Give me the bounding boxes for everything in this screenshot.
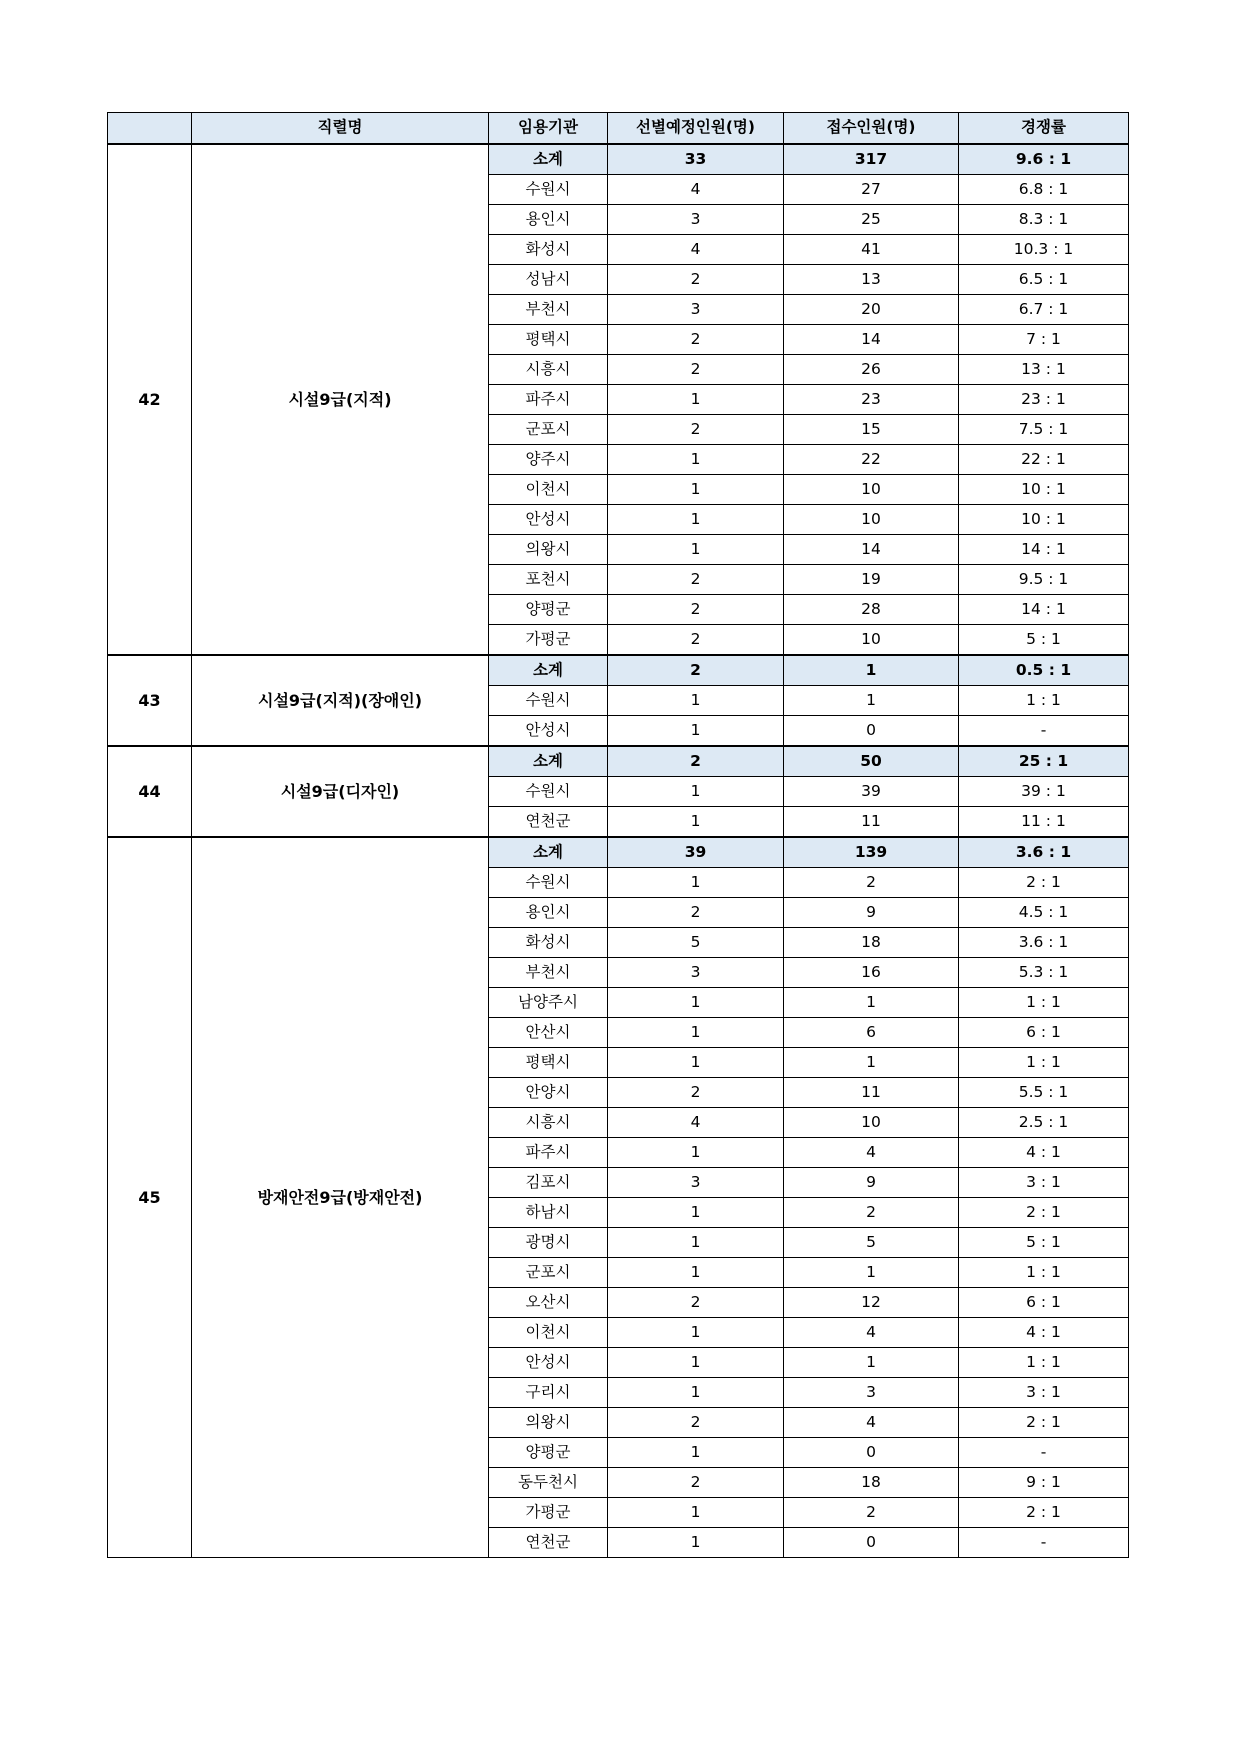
competition-rate-cell: 6 : 1 — [959, 1018, 1129, 1048]
planned-count-cell: 4 — [608, 1108, 784, 1138]
competition-rate-cell: 1 : 1 — [959, 1258, 1129, 1288]
competition-rate-cell: 1 : 1 — [959, 1048, 1129, 1078]
agency-cell: 소계 — [489, 144, 608, 175]
applicant-count-cell: 1 — [784, 655, 959, 686]
agency-cell: 양주시 — [489, 445, 608, 475]
applicant-count-cell: 11 — [784, 807, 959, 838]
competition-rate-cell: 7.5 : 1 — [959, 415, 1129, 445]
agency-cell: 군포시 — [489, 1258, 608, 1288]
planned-count-cell: 1 — [608, 1198, 784, 1228]
agency-cell: 용인시 — [489, 205, 608, 235]
planned-count-cell: 1 — [608, 1138, 784, 1168]
agency-cell: 의왕시 — [489, 535, 608, 565]
agency-cell: 평택시 — [489, 1048, 608, 1078]
applicant-count-cell: 1 — [784, 1258, 959, 1288]
competition-rate-cell: 11 : 1 — [959, 807, 1129, 838]
agency-cell: 광명시 — [489, 1228, 608, 1258]
agency-cell: 수원시 — [489, 175, 608, 205]
agency-cell: 소계 — [489, 746, 608, 777]
competition-rate-cell: 6.5 : 1 — [959, 265, 1129, 295]
applicant-count-cell: 12 — [784, 1288, 959, 1318]
competition-rate-cell: 39 : 1 — [959, 777, 1129, 807]
competition-rate-cell: 5.3 : 1 — [959, 958, 1129, 988]
planned-count-cell: 2 — [608, 898, 784, 928]
competition-rate-cell: 10 : 1 — [959, 475, 1129, 505]
applicant-count-cell: 20 — [784, 295, 959, 325]
header-planned-count: 선별예정인원(명) — [608, 113, 784, 145]
applicant-count-cell: 1 — [784, 988, 959, 1018]
group-number: 42 — [108, 144, 192, 655]
competition-rate-cell: 3 : 1 — [959, 1378, 1129, 1408]
competition-rate-cell: 14 : 1 — [959, 595, 1129, 625]
agency-cell: 수원시 — [489, 868, 608, 898]
competition-rate-cell: 23 : 1 — [959, 385, 1129, 415]
planned-count-cell: 3 — [608, 205, 784, 235]
competition-rate-cell: 2 : 1 — [959, 868, 1129, 898]
applicant-count-cell: 1 — [784, 1048, 959, 1078]
applicant-count-cell: 16 — [784, 958, 959, 988]
planned-count-cell: 1 — [608, 1258, 784, 1288]
competition-rate-cell: 1 : 1 — [959, 1348, 1129, 1378]
planned-count-cell: 2 — [608, 565, 784, 595]
subtotal-row — [108, 746, 1129, 777]
header-row — [108, 113, 1129, 145]
agency-cell: 소계 — [489, 655, 608, 686]
agency-cell: 시흥시 — [489, 355, 608, 385]
applicant-count-cell: 10 — [784, 1108, 959, 1138]
subtotal-row — [108, 144, 1129, 175]
agency-cell: 용인시 — [489, 898, 608, 928]
applicant-count-cell: 2 — [784, 1198, 959, 1228]
planned-count-cell: 1 — [608, 1378, 784, 1408]
competition-rate-cell: 4 : 1 — [959, 1138, 1129, 1168]
planned-count-cell: 2 — [608, 655, 784, 686]
recruitment-table — [107, 112, 1129, 1558]
planned-count-cell: 2 — [608, 1078, 784, 1108]
agency-cell: 시흥시 — [489, 1108, 608, 1138]
competition-rate-cell: 1 : 1 — [959, 988, 1129, 1018]
applicant-count-cell: 18 — [784, 1468, 959, 1498]
applicant-count-cell: 41 — [784, 235, 959, 265]
agency-cell: 화성시 — [489, 928, 608, 958]
competition-rate-cell: 6 : 1 — [959, 1288, 1129, 1318]
header-competition-rate: 경쟁률 — [959, 113, 1129, 145]
applicant-count-cell: 317 — [784, 144, 959, 175]
header-applicant-count: 접수인원(명) — [784, 113, 959, 145]
job-series-name: 시설9급(지적)(장애인) — [192, 655, 489, 746]
applicant-count-cell: 28 — [784, 595, 959, 625]
header-no — [108, 113, 192, 145]
agency-cell: 연천군 — [489, 1528, 608, 1558]
applicant-count-cell: 10 — [784, 625, 959, 656]
competition-rate-cell: 3.6 : 1 — [959, 928, 1129, 958]
planned-count-cell: 1 — [608, 868, 784, 898]
agency-cell: 하남시 — [489, 1198, 608, 1228]
applicant-count-cell: 0 — [784, 716, 959, 747]
applicant-count-cell: 14 — [784, 325, 959, 355]
competition-rate-cell: 2 : 1 — [959, 1408, 1129, 1438]
applicant-count-cell: 15 — [784, 415, 959, 445]
applicant-count-cell: 14 — [784, 535, 959, 565]
agency-cell: 연천군 — [489, 807, 608, 838]
applicant-count-cell: 19 — [784, 565, 959, 595]
competition-rate-cell: 9.6 : 1 — [959, 144, 1129, 175]
planned-count-cell: 1 — [608, 1318, 784, 1348]
competition-rate-cell: 5 : 1 — [959, 1228, 1129, 1258]
agency-cell: 구리시 — [489, 1378, 608, 1408]
competition-rate-cell: 10.3 : 1 — [959, 235, 1129, 265]
applicant-count-cell: 50 — [784, 746, 959, 777]
applicant-count-cell: 0 — [784, 1438, 959, 1468]
applicant-count-cell: 6 — [784, 1018, 959, 1048]
agency-cell: 수원시 — [489, 777, 608, 807]
planned-count-cell: 1 — [608, 1018, 784, 1048]
planned-count-cell: 1 — [608, 777, 784, 807]
planned-count-cell: 1 — [608, 445, 784, 475]
agency-cell: 파주시 — [489, 385, 608, 415]
competition-rate-cell: - — [959, 716, 1129, 747]
planned-count-cell: 2 — [608, 325, 784, 355]
agency-cell: 이천시 — [489, 1318, 608, 1348]
applicant-count-cell: 3 — [784, 1378, 959, 1408]
competition-rate-cell: 25 : 1 — [959, 746, 1129, 777]
planned-count-cell: 1 — [608, 807, 784, 838]
agency-cell: 성남시 — [489, 265, 608, 295]
agency-cell: 소계 — [489, 837, 608, 868]
planned-count-cell: 2 — [608, 625, 784, 656]
applicant-count-cell: 13 — [784, 265, 959, 295]
competition-rate-cell: 14 : 1 — [959, 535, 1129, 565]
planned-count-cell: 1 — [608, 988, 784, 1018]
applicant-count-cell: 27 — [784, 175, 959, 205]
job-series-name: 시설9급(디자인) — [192, 746, 489, 837]
agency-cell: 안양시 — [489, 1078, 608, 1108]
planned-count-cell: 1 — [608, 1348, 784, 1378]
planned-count-cell: 1 — [608, 1048, 784, 1078]
competition-rate-cell: 5.5 : 1 — [959, 1078, 1129, 1108]
applicant-count-cell: 1 — [784, 686, 959, 716]
agency-cell: 의왕시 — [489, 1408, 608, 1438]
applicant-count-cell: 2 — [784, 868, 959, 898]
applicant-count-cell: 5 — [784, 1228, 959, 1258]
group-number: 45 — [108, 837, 192, 1558]
applicant-count-cell: 0 — [784, 1528, 959, 1558]
agency-cell: 파주시 — [489, 1138, 608, 1168]
agency-cell: 양평군 — [489, 595, 608, 625]
competition-rate-cell: 3 : 1 — [959, 1168, 1129, 1198]
agency-cell: 안산시 — [489, 1018, 608, 1048]
planned-count-cell: 2 — [608, 1468, 784, 1498]
header-job-series: 직렬명 — [192, 113, 489, 145]
planned-count-cell: 2 — [608, 355, 784, 385]
planned-count-cell: 2 — [608, 265, 784, 295]
agency-cell: 부천시 — [489, 958, 608, 988]
competition-rate-cell: 1 : 1 — [959, 686, 1129, 716]
applicant-count-cell: 1 — [784, 1348, 959, 1378]
competition-rate-cell: - — [959, 1438, 1129, 1468]
group-number: 44 — [108, 746, 192, 837]
planned-count-cell: 1 — [608, 1528, 784, 1558]
applicant-count-cell: 18 — [784, 928, 959, 958]
planned-count-cell: 2 — [608, 746, 784, 777]
planned-count-cell: 3 — [608, 295, 784, 325]
applicant-count-cell: 9 — [784, 898, 959, 928]
planned-count-cell: 1 — [608, 1228, 784, 1258]
planned-count-cell: 33 — [608, 144, 784, 175]
agency-cell: 남양주시 — [489, 988, 608, 1018]
applicant-count-cell: 4 — [784, 1138, 959, 1168]
agency-cell: 가평군 — [489, 625, 608, 656]
competition-rate-cell: 3.6 : 1 — [959, 837, 1129, 868]
agency-cell: 군포시 — [489, 415, 608, 445]
group-number: 43 — [108, 655, 192, 746]
competition-rate-cell: 22 : 1 — [959, 445, 1129, 475]
subtotal-row — [108, 837, 1129, 868]
competition-rate-cell: 13 : 1 — [959, 355, 1129, 385]
planned-count-cell: 1 — [608, 385, 784, 415]
competition-rate-cell: 2 : 1 — [959, 1198, 1129, 1228]
competition-rate-cell: 7 : 1 — [959, 325, 1129, 355]
applicant-count-cell: 2 — [784, 1498, 959, 1528]
competition-rate-cell: 4.5 : 1 — [959, 898, 1129, 928]
planned-count-cell: 4 — [608, 235, 784, 265]
applicant-count-cell: 26 — [784, 355, 959, 385]
planned-count-cell: 1 — [608, 505, 784, 535]
applicant-count-cell: 139 — [784, 837, 959, 868]
agency-cell: 안성시 — [489, 505, 608, 535]
agency-cell: 안성시 — [489, 716, 608, 747]
planned-count-cell: 4 — [608, 175, 784, 205]
competition-rate-cell: 6.7 : 1 — [959, 295, 1129, 325]
planned-count-cell: 1 — [608, 535, 784, 565]
header-agency: 임용기관 — [489, 113, 608, 145]
competition-rate-cell: 4 : 1 — [959, 1318, 1129, 1348]
subtotal-row — [108, 655, 1129, 686]
competition-rate-cell: 2.5 : 1 — [959, 1108, 1129, 1138]
agency-cell: 포천시 — [489, 565, 608, 595]
applicant-count-cell: 9 — [784, 1168, 959, 1198]
planned-count-cell: 39 — [608, 837, 784, 868]
planned-count-cell: 1 — [608, 475, 784, 505]
applicant-count-cell: 39 — [784, 777, 959, 807]
planned-count-cell: 5 — [608, 928, 784, 958]
applicant-count-cell: 10 — [784, 505, 959, 535]
planned-count-cell: 2 — [608, 1288, 784, 1318]
agency-cell: 오산시 — [489, 1288, 608, 1318]
competition-rate-cell: 6.8 : 1 — [959, 175, 1129, 205]
applicant-count-cell: 4 — [784, 1318, 959, 1348]
competition-rate-cell: 2 : 1 — [959, 1498, 1129, 1528]
job-series-name: 시설9급(지적) — [192, 144, 489, 655]
table-body — [108, 144, 1129, 1558]
agency-cell: 안성시 — [489, 1348, 608, 1378]
planned-count-cell: 3 — [608, 958, 784, 988]
job-series-name: 방재안전9급(방재안전) — [192, 837, 489, 1558]
competition-rate-cell: - — [959, 1528, 1129, 1558]
applicant-count-cell: 10 — [784, 475, 959, 505]
agency-cell: 화성시 — [489, 235, 608, 265]
agency-cell: 평택시 — [489, 325, 608, 355]
planned-count-cell: 1 — [608, 1498, 784, 1528]
planned-count-cell: 2 — [608, 1408, 784, 1438]
agency-cell: 동두천시 — [489, 1468, 608, 1498]
applicant-count-cell: 23 — [784, 385, 959, 415]
planned-count-cell: 1 — [608, 716, 784, 747]
planned-count-cell: 1 — [608, 1438, 784, 1468]
planned-count-cell: 2 — [608, 595, 784, 625]
competition-rate-cell: 0.5 : 1 — [959, 655, 1129, 686]
planned-count-cell: 2 — [608, 415, 784, 445]
planned-count-cell: 1 — [608, 686, 784, 716]
competition-rate-cell: 5 : 1 — [959, 625, 1129, 656]
agency-cell: 김포시 — [489, 1168, 608, 1198]
agency-cell: 양평군 — [489, 1438, 608, 1468]
agency-cell: 이천시 — [489, 475, 608, 505]
competition-rate-cell: 10 : 1 — [959, 505, 1129, 535]
planned-count-cell: 3 — [608, 1168, 784, 1198]
applicant-count-cell: 22 — [784, 445, 959, 475]
applicant-count-cell: 11 — [784, 1078, 959, 1108]
competition-rate-cell: 8.3 : 1 — [959, 205, 1129, 235]
competition-rate-cell: 9 : 1 — [959, 1468, 1129, 1498]
agency-cell: 가평군 — [489, 1498, 608, 1528]
applicant-count-cell: 4 — [784, 1408, 959, 1438]
agency-cell: 수원시 — [489, 686, 608, 716]
agency-cell: 부천시 — [489, 295, 608, 325]
competition-rate-cell: 9.5 : 1 — [959, 565, 1129, 595]
applicant-count-cell: 25 — [784, 205, 959, 235]
